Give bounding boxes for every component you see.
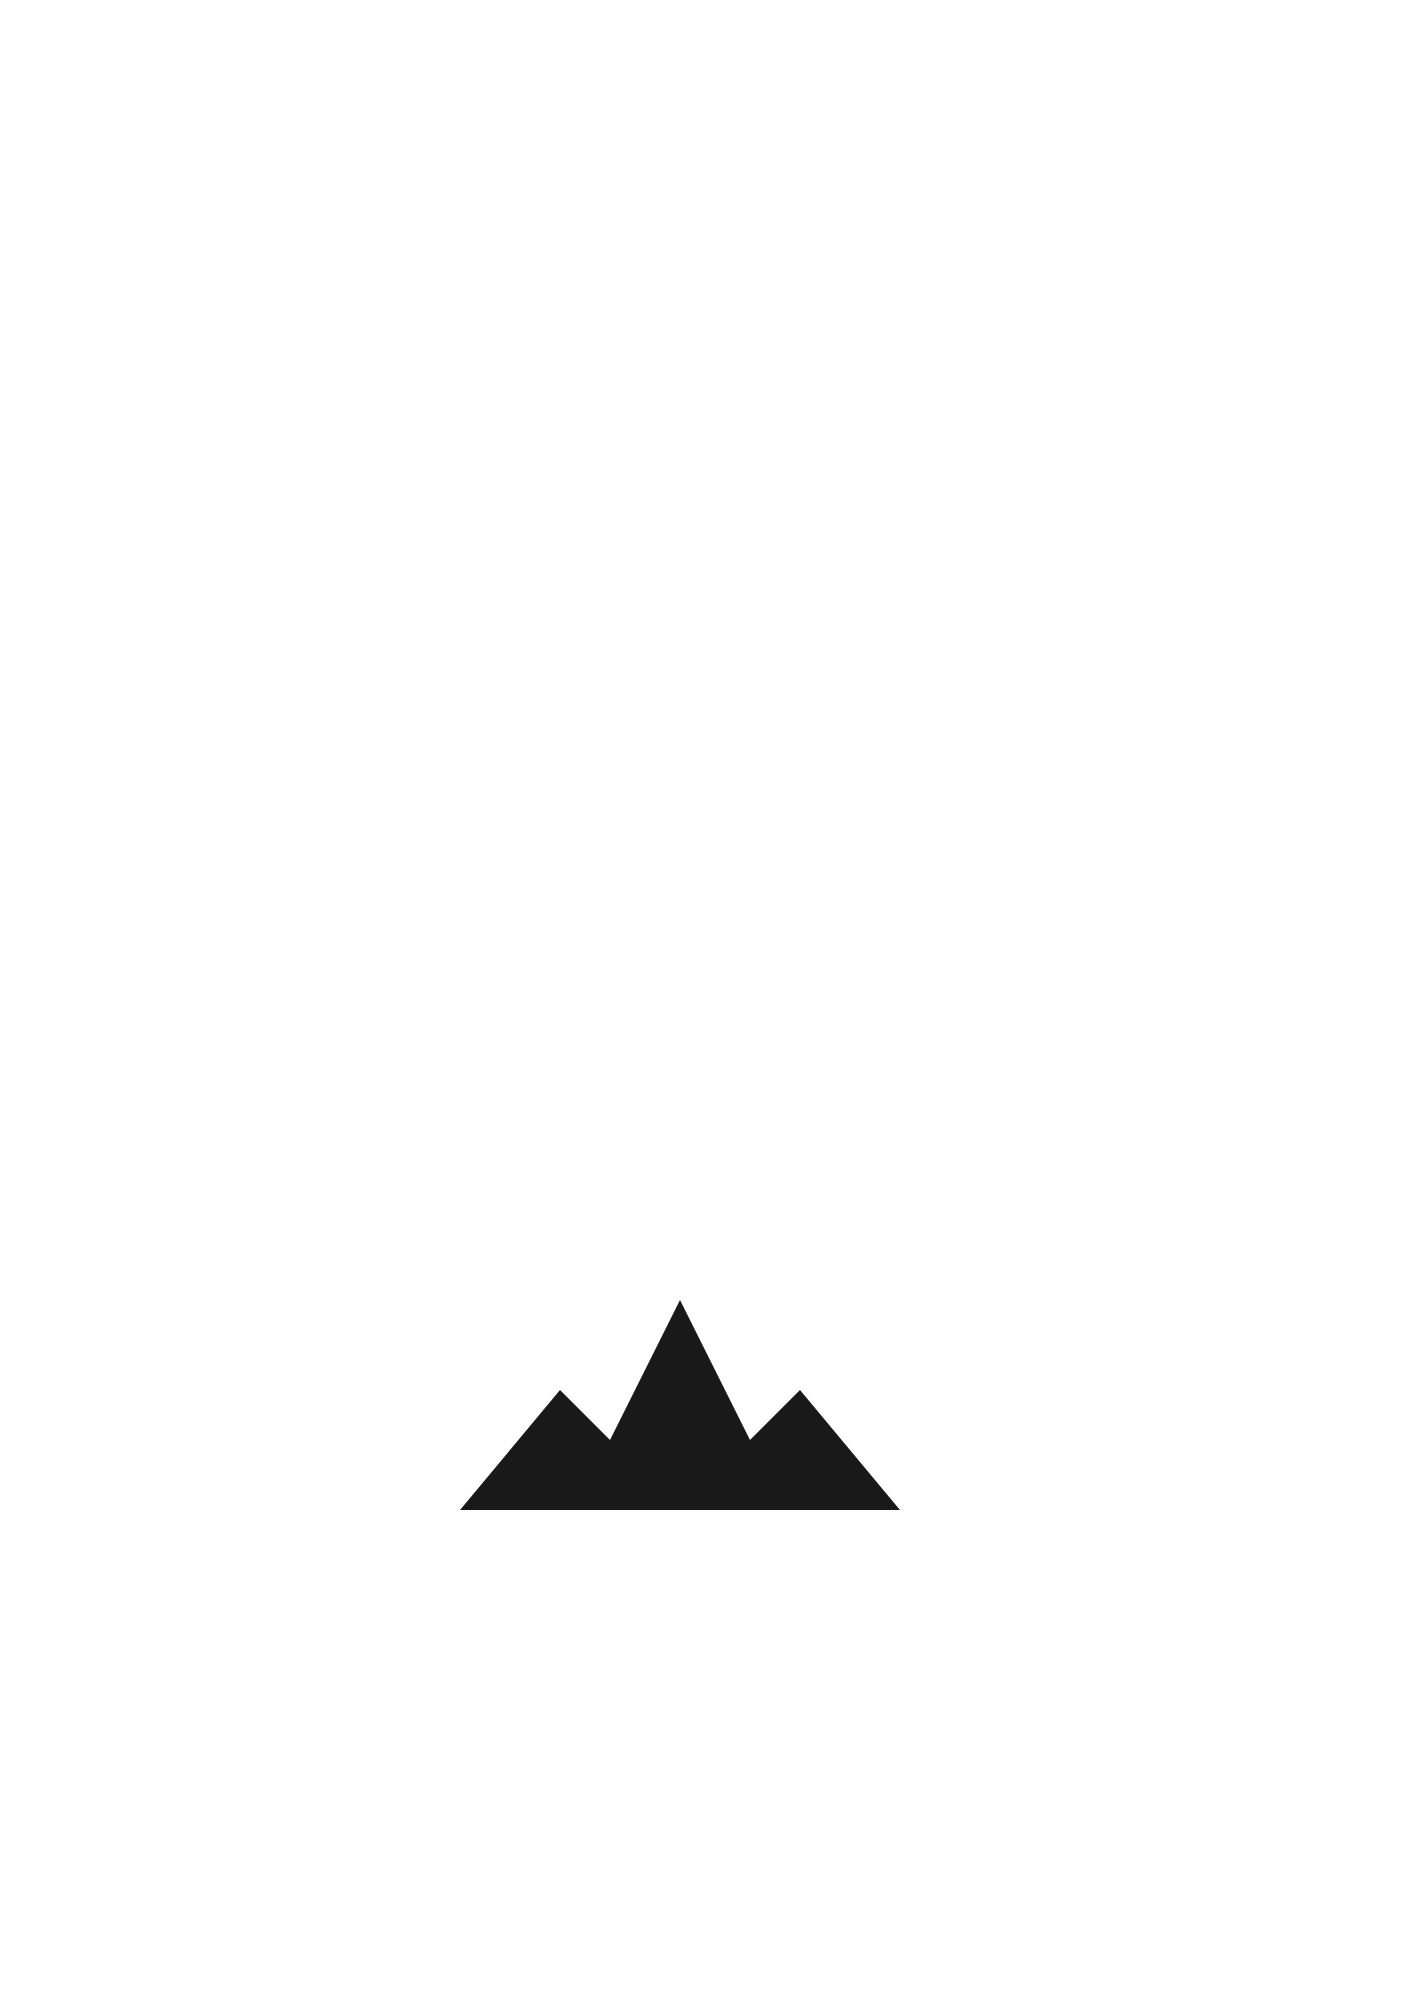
watermark-mountain-icon [460,1300,900,1510]
watermark-logo [130,600,1230,1650]
top-foliage-decoration [0,0,1414,330]
bottom-foliage-decoration [0,1580,1414,2000]
